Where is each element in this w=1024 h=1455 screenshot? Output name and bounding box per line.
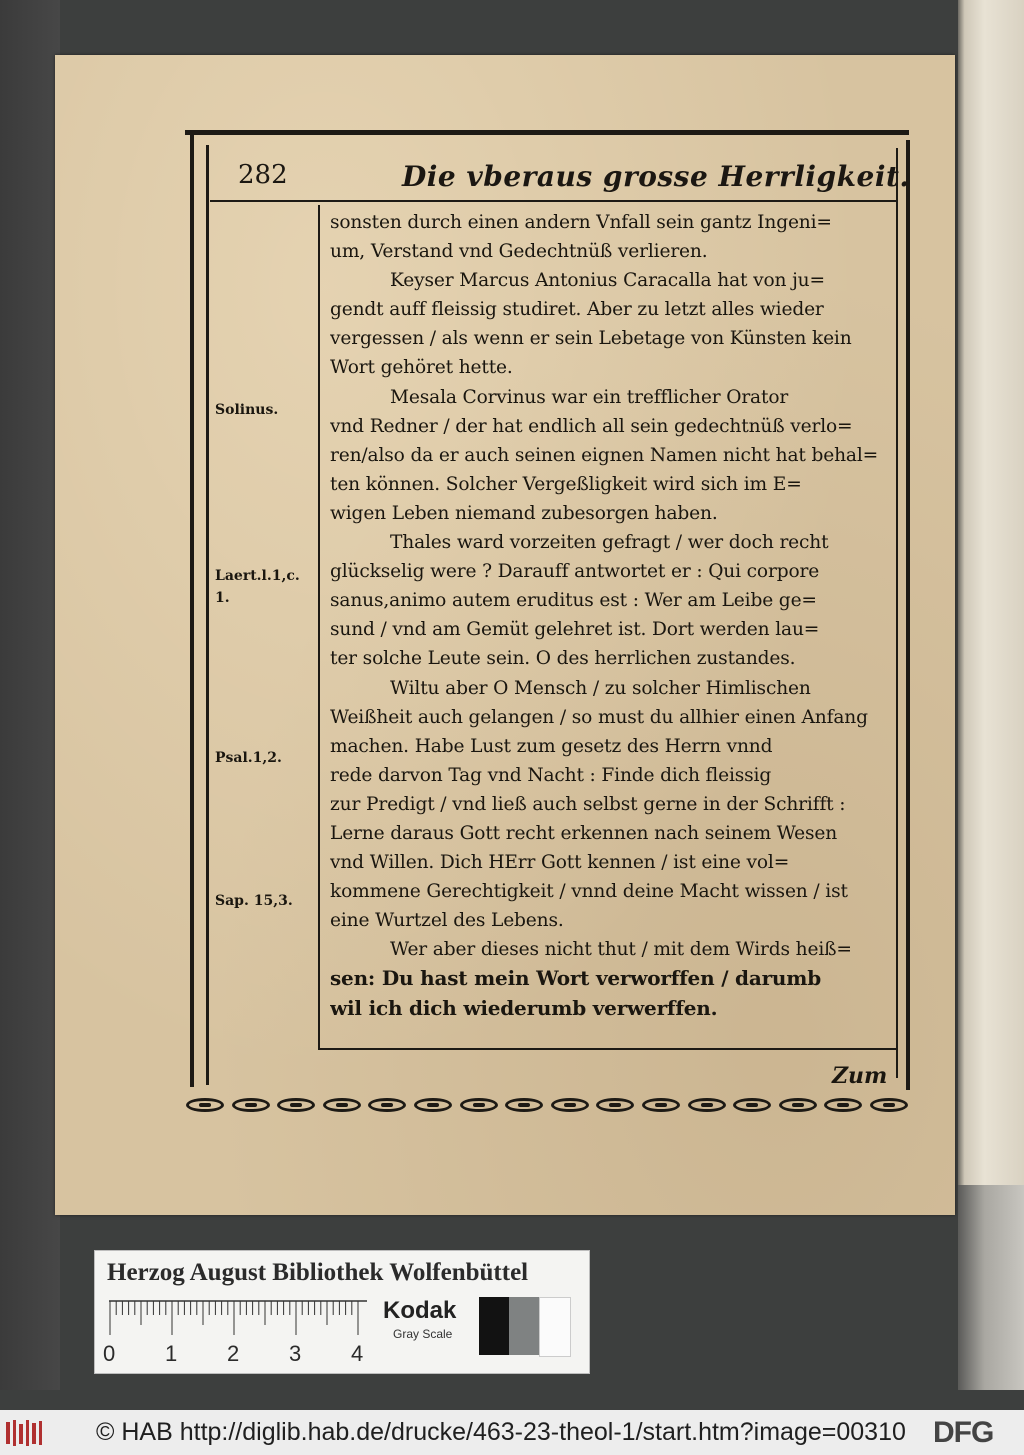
- text-line: ter solche Leute sein. O des herrlichen zustandes.: [330, 648, 796, 670]
- page-number: 282: [238, 160, 288, 190]
- adjacent-page-strip: [958, 0, 1024, 1390]
- text-line: ten können. Solcher Vergeßligkeit wird sich im E=: [330, 473, 802, 495]
- text-line: sanus,animo autem eruditus est : Wer am Leibe ge=: [330, 590, 817, 612]
- adjacent-page-shadow: [958, 1185, 1024, 1390]
- text-line: wil ich dich wiederumb verwerffen.: [330, 995, 718, 1020]
- gray-swatch-white: [539, 1297, 571, 1357]
- text-line: glückselig were ? Darauff antwortet er : Qui corpore: [330, 561, 820, 583]
- ornament-border: [186, 1090, 908, 1120]
- library-name: Herzog August Bibliothek Wolfenbüttel: [107, 1259, 529, 1286]
- text-line: Wort gehöret hette.: [330, 357, 513, 379]
- ornament-icon: [596, 1098, 634, 1112]
- ruler-numbers: [103, 1341, 373, 1367]
- main-text-block: [330, 208, 890, 1023]
- text-line: vergessen / als wenn er sein Lebetage von Künsten kein: [330, 328, 852, 350]
- ornament-icon: [277, 1098, 315, 1112]
- ornament-icon: [323, 1098, 361, 1112]
- text-line: ren/also da er auch seinen eignen Namen nicht hat behal=: [330, 444, 879, 466]
- ornament-icon: [551, 1098, 589, 1112]
- kodak-logo: Kodak: [383, 1297, 457, 1324]
- frame-left-inner-rule: [206, 145, 209, 1085]
- ornament-icon: [186, 1098, 224, 1112]
- text-line: gendt auff fleissig studiret. Aber zu letzt alles wieder: [330, 299, 824, 321]
- ornament-icon: [733, 1098, 771, 1112]
- ornament-icon: [688, 1098, 726, 1112]
- gray-scale-label: Gray Scale: [393, 1327, 453, 1341]
- frame-right-outer-rule: [906, 140, 910, 1090]
- margin-note-sapientia: Sap. 15,3.: [215, 893, 293, 909]
- gray-swatch-mid: [509, 1297, 539, 1355]
- text-line: sonsten durch einen andern Vnfall sein gantz Ingeni=: [330, 212, 832, 233]
- frame-left-outer-rule: [190, 135, 194, 1087]
- text-line: Keyser Marcus Antonius Caracalla hat von ju=: [390, 270, 825, 292]
- ruler-number: 2: [227, 1341, 240, 1366]
- ornament-icon: [870, 1098, 908, 1112]
- ornament-icon: [824, 1098, 862, 1112]
- ornament-icon: [368, 1098, 406, 1112]
- ornament-icon: [414, 1098, 452, 1112]
- ruler-number: 0: [103, 1341, 116, 1366]
- ornament-icon: [505, 1098, 543, 1112]
- margin-note-psalm: Psal.1,2.: [215, 750, 282, 766]
- header-rule: [210, 200, 896, 202]
- text-line: wigen Leben niemand zubesorgen haben.: [330, 502, 718, 524]
- text-line: Lerne daraus Gott recht erkennen nach seinem Wesen: [330, 822, 838, 844]
- ruler-number: 3: [289, 1341, 302, 1366]
- text-line: sen: Du hast mein Wort verworffen / darumb: [330, 966, 822, 991]
- text-line: zur Predigt / vnd ließ auch selbst gerne in der Schrifft :: [330, 793, 846, 815]
- dfg-logo: DFG: [933, 1416, 994, 1449]
- ruler-scale: [109, 1299, 367, 1337]
- text-line: Mesala Corvinus war ein trefflicher Orator: [390, 386, 789, 408]
- margin-note-laertius-cont: 1.: [215, 590, 230, 606]
- margin-column-rule: [318, 205, 320, 1050]
- text-line: Weißheit auch gelangen / so must du allhier einen Anfang: [330, 706, 868, 728]
- catchword: Zum: [832, 1063, 888, 1089]
- text-line: um, Verstand vnd Gedechtnüß verlieren.: [330, 241, 708, 263]
- text-bottom-rule: [318, 1048, 896, 1050]
- text-line: Thales ward vorzeiten gefragt / wer doch recht: [390, 532, 829, 554]
- frame-right-inner-rule: [896, 148, 898, 1078]
- ornament-icon: [232, 1098, 270, 1112]
- ornament-icon: [642, 1098, 680, 1112]
- text-line: rede darvon Tag vnd Nacht : Finde dich fleissig: [330, 764, 772, 786]
- ruler-number: 4: [351, 1341, 364, 1366]
- text-line: eine Wurtzel des Lebens.: [330, 910, 564, 932]
- footer-bar: [0, 1410, 1024, 1455]
- text-line: vnd Willen. Dich HErr Gott kennen / ist eine vol=: [330, 852, 790, 874]
- margin-note-solinus: Solinus.: [215, 402, 279, 418]
- ornament-icon: [460, 1098, 498, 1112]
- library-scale-card: [94, 1250, 590, 1374]
- text-line: kommene Gerechtigkeit / vnnd deine Macht wissen / ist: [330, 881, 848, 903]
- margin-note-laertius: Laert.l.1,c.: [215, 568, 300, 584]
- frame-top-rule: [185, 130, 909, 135]
- text-line: Wer aber dieses nicht thut / mit dem Wirds heiß=: [390, 939, 852, 961]
- ornament-icon: [779, 1098, 817, 1112]
- hab-barcode-icon: [6, 1420, 46, 1446]
- text-line: vnd Redner / der hat endlich all sein gedechtnüß verlo=: [330, 415, 853, 437]
- ruler-number: 1: [165, 1341, 178, 1366]
- copyright-link[interactable]: © HAB http://diglib.hab.de/drucke/463-23-theol-1/start.htm?image=00310: [96, 1418, 906, 1446]
- scanner-background-left: [0, 0, 60, 1390]
- text-line: machen. Habe Lust zum gesetz des Herrn vnnd: [330, 735, 773, 757]
- text-line: Wiltu aber O Mensch / zu solcher Himlischen: [390, 677, 811, 699]
- running-head: Die vberaus grosse Herrligkeit.: [402, 160, 910, 193]
- gray-swatch-black: [479, 1297, 509, 1355]
- text-line: sund / vnd am Gemüt gelehret ist. Dort werden lau=: [330, 619, 820, 641]
